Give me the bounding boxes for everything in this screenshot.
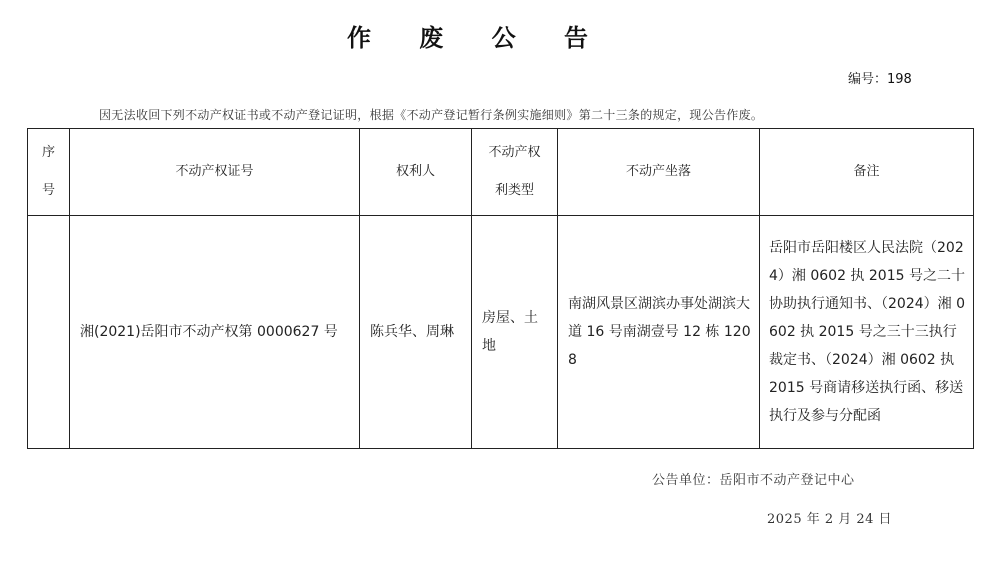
cell-remark	[760, 216, 974, 449]
issuer-signature: 公告单位：岳阳市不动产登记中心	[652, 473, 855, 488]
header-cert-no-label: 不动产权证号	[175, 164, 254, 179]
header-seq	[28, 129, 70, 216]
document-title: 作 废 公 告	[346, 24, 609, 52]
cell-cert-no	[70, 216, 360, 449]
cell-right-type-value: 房屋、土地	[482, 310, 538, 354]
issue-date: 2025 年 2 月 24 日	[767, 512, 893, 527]
cell-seq	[28, 216, 70, 449]
cell-holder	[360, 216, 472, 449]
cell-location-value: 南湖风景区湖滨办事处湖滨大道 16 号南湖壹号 12 栋 1208	[568, 296, 751, 368]
header-location-label: 不动产坐落	[625, 164, 691, 179]
table-row	[28, 216, 974, 449]
header-seq-label: 序号	[41, 145, 55, 198]
header-right-type-label: 不动产权利类型	[488, 145, 541, 198]
notice-table	[27, 128, 974, 449]
cell-cert-no-value: 湘(2021)岳阳市不动产权第 0000627 号	[80, 324, 338, 340]
intro-text: 因无法收回下列不动产权证书或不动产登记证明，根据《不动产登记暂行条例实施细则》第二十三条的规定，现公告作废。	[99, 108, 764, 122]
header-remark	[760, 129, 974, 216]
cell-remark-value: 岳阳市岳阳楼区人民法院（2024）湘 0602 执 2015 号之二十协助执行通知书、（2024）湘 0602 执 2015 号之三十三执行裁定书、（2024）湘 0602 执 2015 号商请移送执行函、移送执行及参与分配函	[769, 240, 965, 424]
cell-right-type	[472, 216, 558, 449]
header-remark-label: 备注	[853, 164, 880, 179]
cell-holder-value: 陈兵华、周琳	[370, 324, 454, 340]
document-number: 编号：198	[848, 72, 912, 87]
header-holder-label: 权利人	[395, 164, 435, 179]
header-cert-no	[70, 129, 360, 216]
header-holder	[360, 129, 472, 216]
header-location	[558, 129, 760, 216]
header-right-type	[472, 129, 558, 216]
table-header-row	[28, 129, 974, 216]
cell-location	[558, 216, 760, 449]
